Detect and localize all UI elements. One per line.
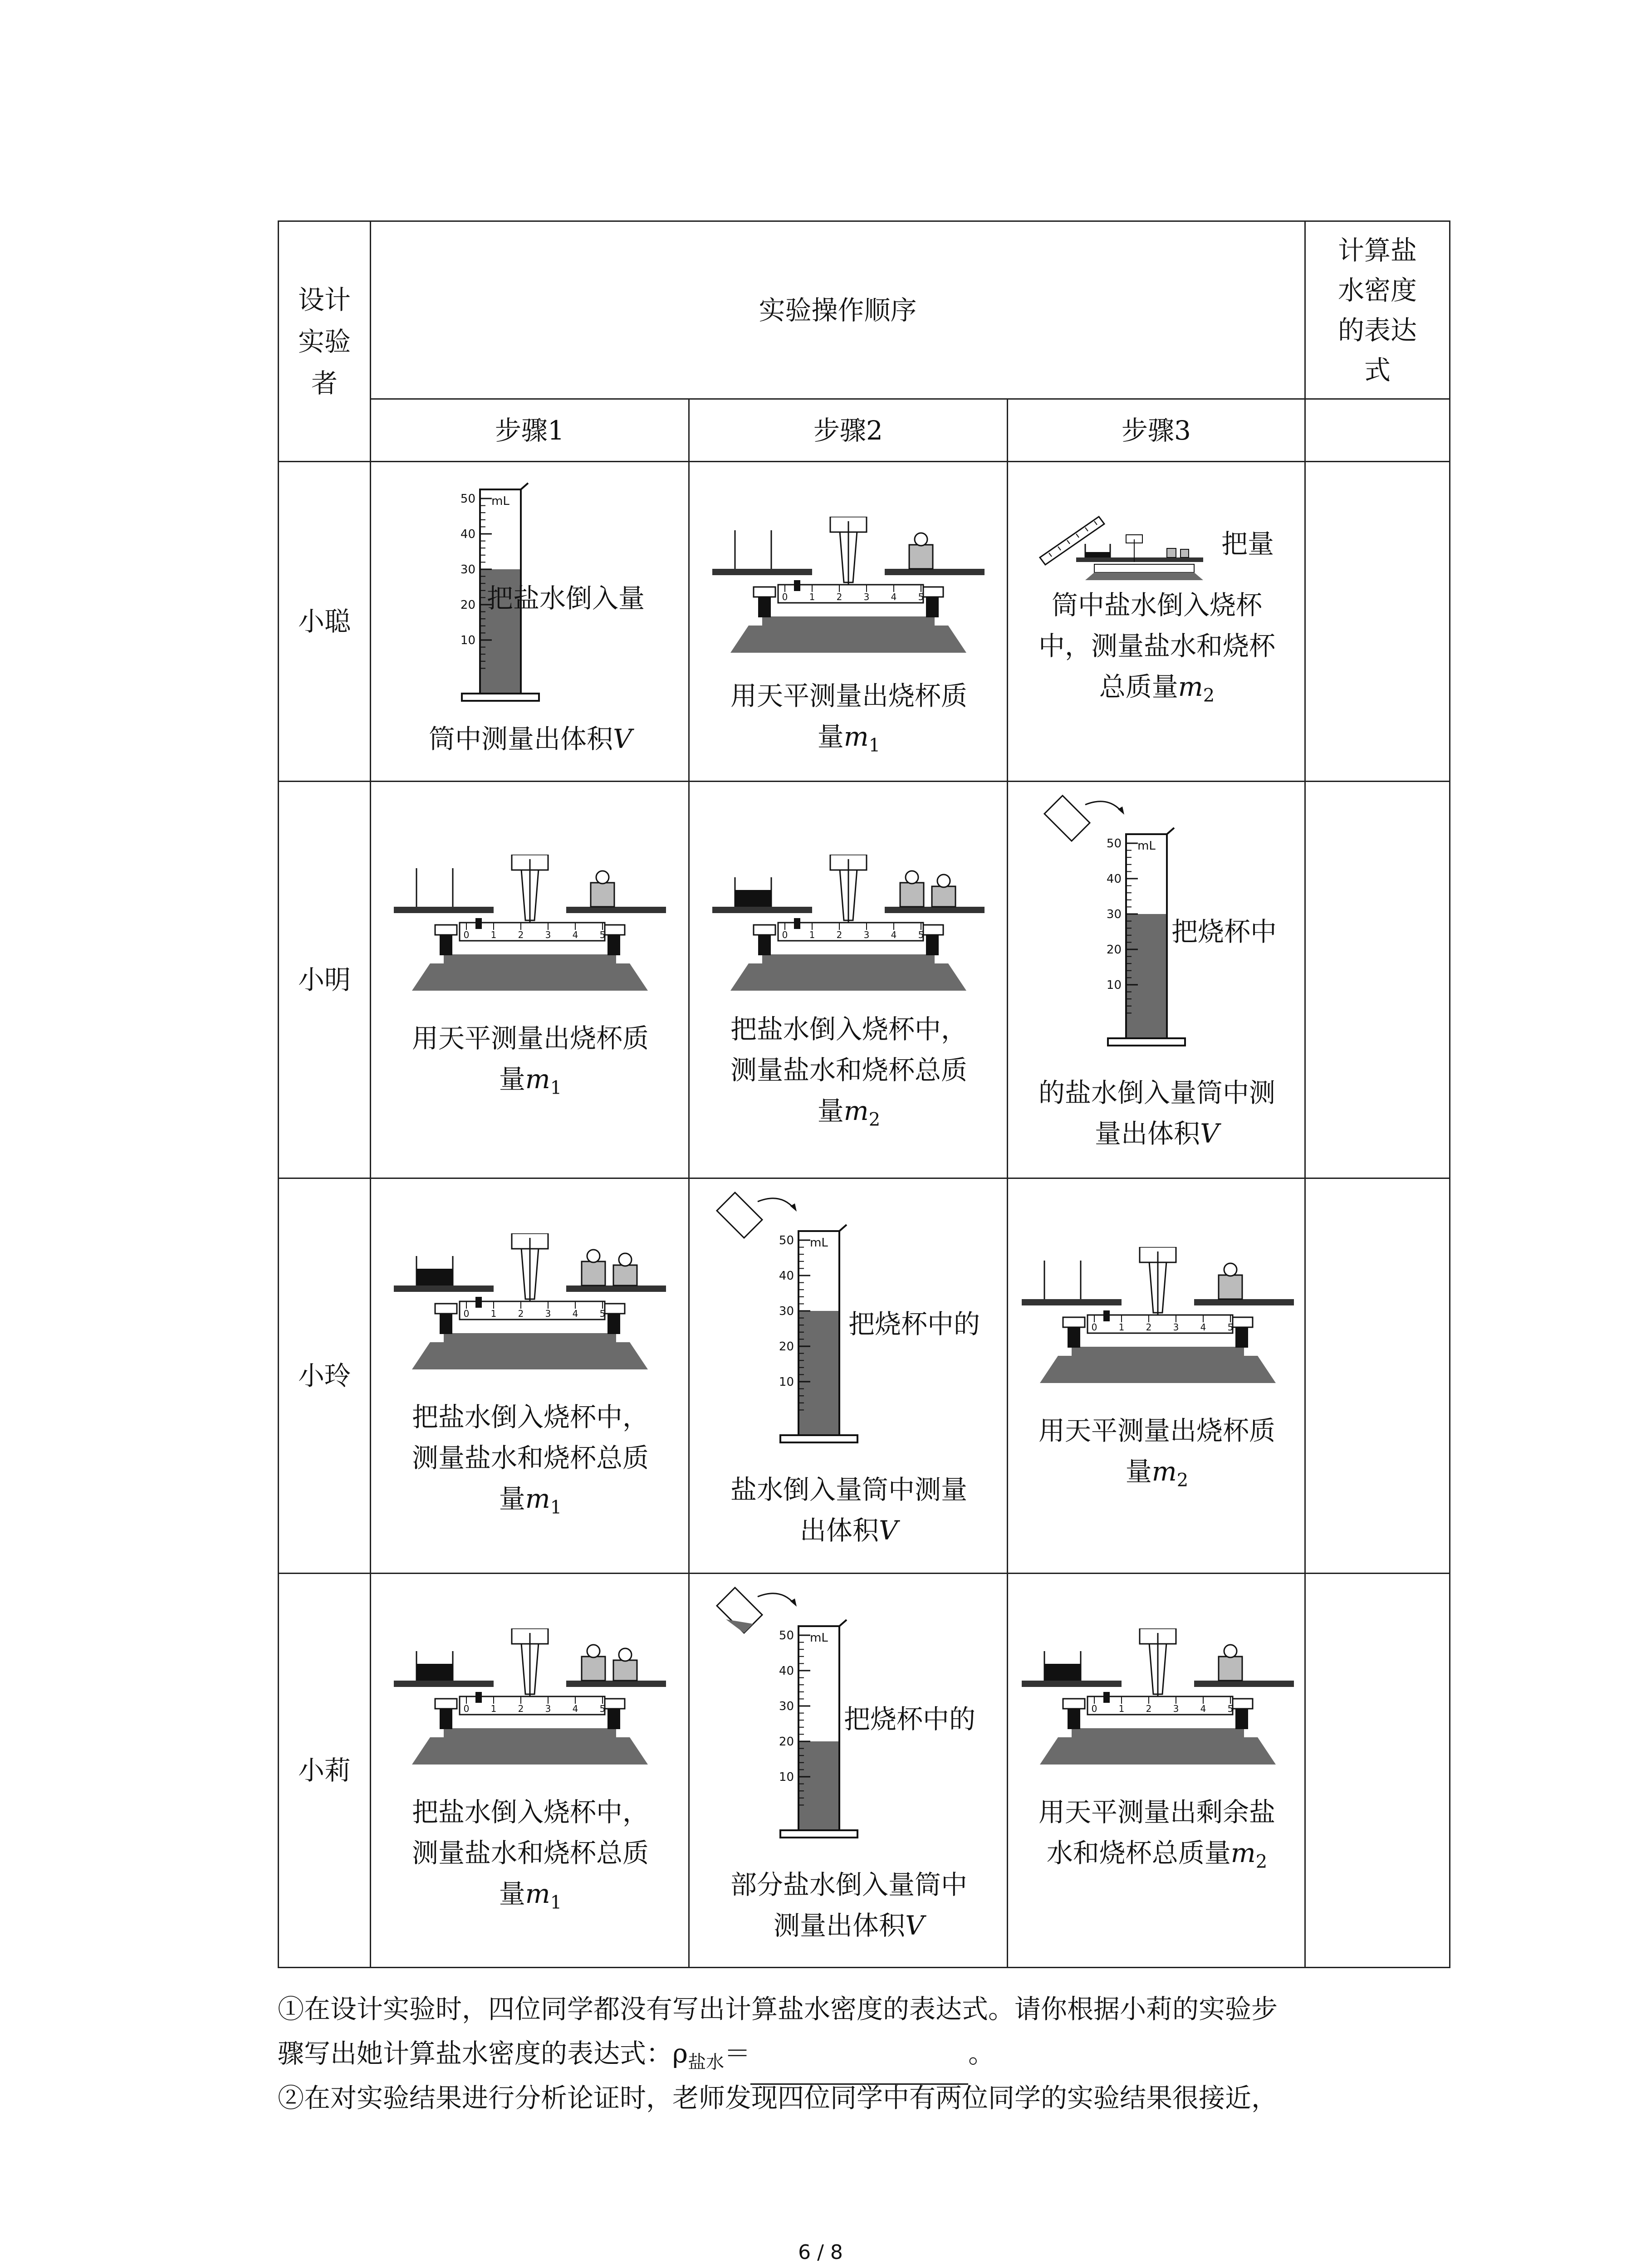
- weight-knob: [587, 1250, 600, 1262]
- scale-label: 2: [836, 929, 843, 940]
- expression-cell: [1305, 1574, 1450, 1968]
- expression-cell: [1305, 782, 1450, 1178]
- cylinder-base: [1108, 1038, 1185, 1046]
- tick-label: 10: [460, 634, 475, 647]
- row2-step2: 0 1 2 3 4 5 把盐水倒入烧杯中， 测量盐水和烧杯总质 量$m_2$: [690, 782, 1007, 1178]
- pour-arrowhead: [790, 1203, 797, 1212]
- weight-knob: [1224, 1263, 1237, 1276]
- pour-arrow: [1085, 802, 1122, 811]
- balance-base-top: [1072, 1347, 1244, 1358]
- balance-base: [730, 963, 966, 991]
- table-row: [279, 1178, 1450, 1574]
- header-designer: 设计 实验 者: [279, 221, 371, 462]
- scale-label: 1: [490, 929, 497, 940]
- tick-label: 50: [779, 1234, 794, 1247]
- scale-label: 1: [809, 929, 815, 940]
- leveling-screw: [603, 1304, 625, 1314]
- balance-figure: [703, 855, 994, 1013]
- scale-label: 5: [918, 591, 924, 602]
- tilted-beaker: [717, 1193, 762, 1238]
- right-pan: [566, 1286, 666, 1292]
- scale-label: 3: [545, 1703, 551, 1714]
- tick-label: 50: [779, 1629, 794, 1642]
- tick-label: 30: [779, 1700, 794, 1713]
- pour-arrowhead: [1118, 807, 1124, 815]
- balance-figure: [703, 517, 994, 675]
- table-row: [279, 1574, 1450, 1968]
- balance-base-top: [762, 954, 935, 965]
- tick-label: 40: [779, 1664, 794, 1678]
- student-name: 小莉: [279, 1574, 371, 1968]
- header-step-3: 步骤3: [1008, 399, 1305, 462]
- table-row: [279, 462, 1450, 782]
- rider: [1103, 1692, 1110, 1703]
- question-1-line-1: ①在设计实验时，四位同学都没有写出计算盐水密度的表达式。请你根据小莉的实验步: [278, 1994, 1278, 2024]
- question-1-line-2: 骤写出她计算盐水密度的表达式：$\rho_{盐水}=$ 。: [278, 2031, 994, 2085]
- tick-label: 30: [460, 563, 475, 577]
- cylinder-spout: [521, 483, 528, 489]
- scale-label: 1: [490, 1308, 497, 1319]
- right-pan: [566, 907, 666, 913]
- scale-label: 0: [463, 929, 470, 940]
- balance-base-top: [444, 1333, 616, 1344]
- leveling-screw: [754, 587, 775, 597]
- tick-label: 40: [1106, 872, 1122, 886]
- weight-body: [613, 1660, 637, 1681]
- left-pan: [712, 569, 812, 575]
- balance-base: [412, 963, 648, 991]
- rider: [1103, 1310, 1110, 1321]
- balance-base: [412, 1737, 648, 1765]
- cylinder-base: [780, 1435, 857, 1442]
- row2-step3: mL 50 40 30 20 10 把烧杯中 的盐水倒入量筒中测 量出体积V: [1008, 782, 1304, 1178]
- scale-label: 1: [1118, 1322, 1125, 1333]
- scale-label: 1: [490, 1703, 497, 1714]
- balance-base-top: [762, 616, 935, 627]
- rider: [475, 1692, 482, 1703]
- scale-label: 5: [918, 929, 924, 940]
- balance-base: [1040, 1356, 1276, 1383]
- rider: [794, 580, 800, 591]
- weight-knob: [596, 871, 609, 884]
- tick-label: 40: [460, 528, 475, 541]
- right-pan: [1194, 1681, 1294, 1687]
- weight-body: [1219, 1275, 1242, 1299]
- scale-label: 0: [1091, 1322, 1097, 1333]
- scale-label: 4: [572, 1308, 578, 1319]
- scale-label: 3: [863, 591, 870, 602]
- scale-label: 3: [1173, 1322, 1179, 1333]
- scale-label: 3: [1173, 1703, 1179, 1714]
- rider: [475, 918, 482, 929]
- left-pan: [394, 1286, 494, 1292]
- rider: [794, 918, 800, 929]
- unit-label: mL: [810, 1631, 828, 1645]
- balance-base: [412, 1342, 648, 1369]
- scale-label: 0: [782, 591, 788, 602]
- weight-body: [613, 1265, 637, 1286]
- cylinder-spout: [839, 1620, 847, 1626]
- balance-base-top: [444, 954, 616, 965]
- leveling-screw: [1063, 1317, 1085, 1327]
- cylinder-spout: [839, 1225, 847, 1231]
- balance-base: [1085, 572, 1203, 580]
- header-step-2: 步骤2: [689, 399, 1008, 462]
- pour-into-cylinder-figure: [1035, 791, 1190, 1072]
- page-number: 6 / 8: [798, 2241, 843, 2264]
- leveling-screw: [435, 1699, 457, 1709]
- tick-label: 30: [1106, 908, 1122, 921]
- left-pan: [394, 1681, 494, 1687]
- scale-label: 4: [1200, 1322, 1206, 1333]
- pour-arrowhead: [790, 1598, 797, 1607]
- saltwater: [416, 1269, 453, 1286]
- tick-label: 30: [779, 1305, 794, 1318]
- leveling-screw: [1231, 1317, 1253, 1327]
- cylinder-spout: [1167, 828, 1174, 834]
- weight-body: [591, 883, 614, 907]
- scale-label: 4: [891, 929, 897, 940]
- tilted-beaker: [1044, 796, 1090, 841]
- student-name: 小明: [279, 782, 371, 1178]
- tick-label: 20: [779, 1340, 794, 1354]
- scale-label: 2: [1146, 1703, 1152, 1714]
- weight-knob: [1224, 1645, 1237, 1657]
- scale-label: 1: [1118, 1703, 1125, 1714]
- balance-figure: [385, 1233, 675, 1392]
- liquid: [1126, 914, 1167, 1038]
- weight-knob: [619, 1253, 632, 1266]
- row3-step1: 0 1 2 3 4 5 把盐水倒入烧杯中， 测量盐水和烧杯总质 量$m_1$: [371, 1179, 688, 1573]
- header-step-1: 步骤1: [371, 399, 689, 462]
- weight-body: [1219, 1657, 1242, 1681]
- saltwater: [1085, 552, 1110, 557]
- pour-arrow: [758, 1198, 794, 1208]
- tick-label: 50: [460, 492, 475, 506]
- scale-label: 3: [863, 929, 870, 940]
- scale-label: 4: [572, 1703, 578, 1714]
- row4-step1: 0 1 2 3 4 5 把盐水倒入烧杯中， 测量盐水和烧杯总质 量$m_1$: [371, 1574, 688, 1967]
- leveling-screw: [921, 925, 943, 935]
- left-pan: [1022, 1681, 1122, 1687]
- row4-step3: 0 1 2 3 4 5 用天平测量出剩余盐 水和烧杯总质量$m_2$: [1008, 1574, 1304, 1967]
- header-expression-empty: [1305, 399, 1450, 462]
- student-name: 小聪: [279, 462, 371, 782]
- weight-knob: [937, 875, 950, 887]
- weight-body: [932, 886, 955, 907]
- scale-label: 2: [836, 591, 843, 602]
- right-pan: [885, 569, 985, 575]
- experiment-table: [278, 220, 1450, 1968]
- row1-step1: mL 50 40 30 20 10 把盐水倒入量 筒中测量出体积V: [371, 462, 688, 781]
- weight-body: [582, 1261, 605, 1286]
- weight-body: [582, 1657, 605, 1681]
- liquid: [798, 1741, 839, 1830]
- pour-into-cylinder-figure: [708, 1583, 862, 1864]
- left-pan: [1022, 1299, 1122, 1305]
- scale-label: 2: [518, 929, 524, 940]
- balance-figure: [385, 1628, 675, 1787]
- row3-step2: mL 50 40 30 20 10 把烧杯中的 盐水倒入量筒中测量 出体积V: [690, 1179, 1007, 1573]
- tick-label: 10: [1106, 978, 1122, 992]
- header-order: 实验操作顺序: [371, 221, 1305, 399]
- unit-label: mL: [810, 1236, 828, 1250]
- scale-label: 5: [1227, 1703, 1234, 1714]
- scale-label: 0: [463, 1308, 470, 1319]
- liquid: [798, 1311, 839, 1435]
- scale-label: 3: [545, 1308, 551, 1319]
- leveling-screw: [1231, 1699, 1253, 1709]
- scale-label: 2: [518, 1308, 524, 1319]
- scale-label: 0: [1091, 1703, 1097, 1714]
- scale-label: 1: [809, 591, 815, 602]
- balance-base: [1040, 1737, 1276, 1765]
- balance-beam: [1076, 557, 1203, 562]
- scale-label: 4: [572, 929, 578, 940]
- right-pan: [885, 907, 985, 913]
- saltwater: [1044, 1664, 1081, 1681]
- cylinder-base: [780, 1830, 857, 1838]
- scale-label: 4: [891, 591, 897, 602]
- pour-and-balance-figure: [1031, 508, 1212, 580]
- scale-label: 3: [545, 929, 551, 940]
- tick-label: 10: [779, 1375, 794, 1389]
- left-pan: [712, 907, 812, 913]
- rider: [475, 1297, 482, 1308]
- row4-step2: mL 50 40 30 20 10 把烧杯中的 部分盐水倒入量筒中 测量出体积V: [690, 1574, 1007, 1967]
- scale-label: 5: [599, 1703, 606, 1714]
- beam-ruler: [1094, 564, 1194, 572]
- scale-label: 0: [463, 1703, 470, 1714]
- row2-step1: 0 1 2 3 4 5 用天平测量出烧杯质 量$m_1$: [371, 782, 688, 1178]
- scale-label: 5: [599, 1308, 606, 1319]
- scale-label: 5: [1227, 1322, 1234, 1333]
- balance-base-top: [1072, 1728, 1244, 1739]
- weight-knob: [587, 1645, 600, 1657]
- scale-label: 4: [1200, 1703, 1206, 1714]
- student-name: 小玲: [279, 1178, 371, 1574]
- balance-figure: [1013, 1247, 1303, 1406]
- balance-figure: [1013, 1628, 1303, 1787]
- scale-label: 5: [599, 929, 606, 940]
- expression-cell: [1305, 1178, 1450, 1574]
- leveling-screw: [435, 925, 457, 935]
- scale-label: 2: [1146, 1322, 1152, 1333]
- weight-body: [1181, 549, 1189, 557]
- weight-body: [1167, 548, 1176, 557]
- scale-label: 2: [518, 1703, 524, 1714]
- saltwater: [416, 1664, 453, 1681]
- cylinder-base: [462, 694, 539, 701]
- leveling-screw: [1063, 1699, 1085, 1709]
- unit-label: mL: [1137, 839, 1156, 853]
- balance-base-top: [444, 1728, 616, 1739]
- pour-into-cylinder-figure: [708, 1188, 862, 1469]
- balance-base: [730, 626, 966, 653]
- leveling-screw: [435, 1304, 457, 1314]
- weight-body: [909, 545, 933, 569]
- tick-label: 20: [1106, 943, 1122, 957]
- row3-step3: 0 1 2 3 4 5 用天平测量出烧杯质 量$m_2$: [1008, 1179, 1304, 1573]
- weight-body: [900, 883, 924, 907]
- pour-arrow: [758, 1593, 794, 1603]
- leveling-screw: [921, 587, 943, 597]
- header-expression: 计算盐 水密度 的表达 式: [1305, 221, 1450, 399]
- expression-cell: [1305, 462, 1450, 782]
- leveling-screw: [603, 925, 625, 935]
- row1-step2: 0 1 2 3 4 5 用天平测量出烧杯质 量$m_1$: [690, 462, 1007, 781]
- question-2-line-1: ②在对实验结果进行分析论证时，老师发现四位同学中有两位同学的实验结果很接近，: [278, 2082, 1278, 2113]
- saltwater: [735, 890, 771, 907]
- leveling-screw: [754, 925, 775, 935]
- right-pan: [566, 1681, 666, 1687]
- unit-label: mL: [491, 494, 509, 508]
- weight-knob: [619, 1648, 632, 1661]
- left-pan: [394, 907, 494, 913]
- tick-label: 10: [779, 1770, 794, 1784]
- weight-knob: [915, 533, 927, 546]
- leveling-screw: [603, 1699, 625, 1709]
- tick-label: 20: [779, 1735, 794, 1749]
- row1-step3: 把量 筒中盐水倒入烧杯 中，测量盐水和烧杯 总质量$m_2$: [1008, 462, 1304, 781]
- scale-label: 0: [782, 929, 788, 940]
- tick-label: 40: [779, 1269, 794, 1283]
- tick-label: 50: [1106, 837, 1122, 850]
- beaker-remaining-saltwater: [726, 1619, 753, 1633]
- right-pan: [1194, 1299, 1294, 1305]
- tick-label: 20: [460, 598, 475, 612]
- weight-knob: [906, 871, 918, 884]
- table-row: [279, 782, 1450, 1178]
- balance-figure: [385, 855, 675, 1013]
